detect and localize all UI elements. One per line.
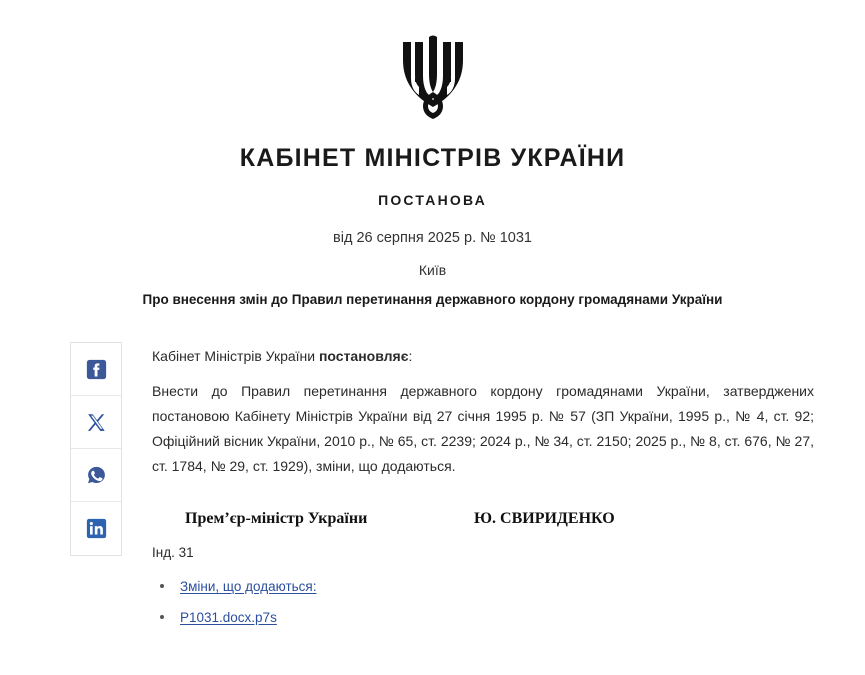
signature-name: Ю. СВИРИДЕНКО: [474, 510, 615, 527]
document-subject: Про внесення змін до Правил перетинання державного кордону громадянами України: [142, 292, 723, 307]
signature-role: Прем’єр-міністр України: [185, 510, 368, 527]
facebook-icon: [86, 359, 107, 380]
bullet-icon: [160, 584, 164, 588]
body-lead-paragraph: [152, 344, 814, 369]
social-share-sidebar: [70, 342, 122, 556]
document-type: ПОСТАНОВА: [378, 192, 487, 208]
share-button-whatsapp[interactable]: [71, 449, 121, 502]
attachment-link-changes[interactable]: Зміни, що додаються:: [180, 579, 317, 594]
x-twitter-icon: [86, 412, 107, 433]
body-lead-prefix: Кабінет Міністрів України: [152, 348, 319, 364]
attachment-link-signed-docx[interactable]: P1031.docx.p7s: [180, 610, 277, 625]
emblem-container: [0, 34, 865, 120]
list-item: [152, 606, 652, 637]
linkedin-icon: [86, 518, 107, 539]
document-city: Київ: [418, 262, 447, 278]
whatsapp-icon: [86, 465, 107, 486]
body-lead-suffix: :: [408, 348, 413, 364]
share-button-facebook[interactable]: [71, 343, 121, 396]
share-button-x[interactable]: [71, 396, 121, 449]
body-main-paragraph: Внести до Правил перетинання державного кордону громадянами України, затверджених постановою Кабінету Міністрів України від 27 січня 1995 р. № 57 (ЗП України, 1995 р., № 4, ст. 92; Офіційний вісник України, 2010 р., № 65, ст. 2239; 2024 р., № 34, ст. 2150; 2025 р., № 8, ст. 676, № 27, ст. 1784, № 29, ст. 1929), зміни, що додаються.: [152, 383, 814, 474]
document-index: Інд. 31: [152, 545, 194, 560]
ukraine-trident-coat-of-arms-icon: [397, 34, 469, 120]
attachment-list: [152, 575, 652, 637]
document-date-number: від 26 серпня 2025 р. № 1031: [333, 230, 532, 246]
share-button-linkedin[interactable]: [71, 502, 121, 555]
page-title: КАБІНЕТ МІНІСТРІВ УКРАЇНИ: [239, 144, 626, 172]
bullet-icon: [160, 615, 164, 619]
body-lead-emphasis: постановляє: [318, 348, 409, 364]
list-item: [152, 575, 652, 606]
document-body: [152, 344, 814, 479]
